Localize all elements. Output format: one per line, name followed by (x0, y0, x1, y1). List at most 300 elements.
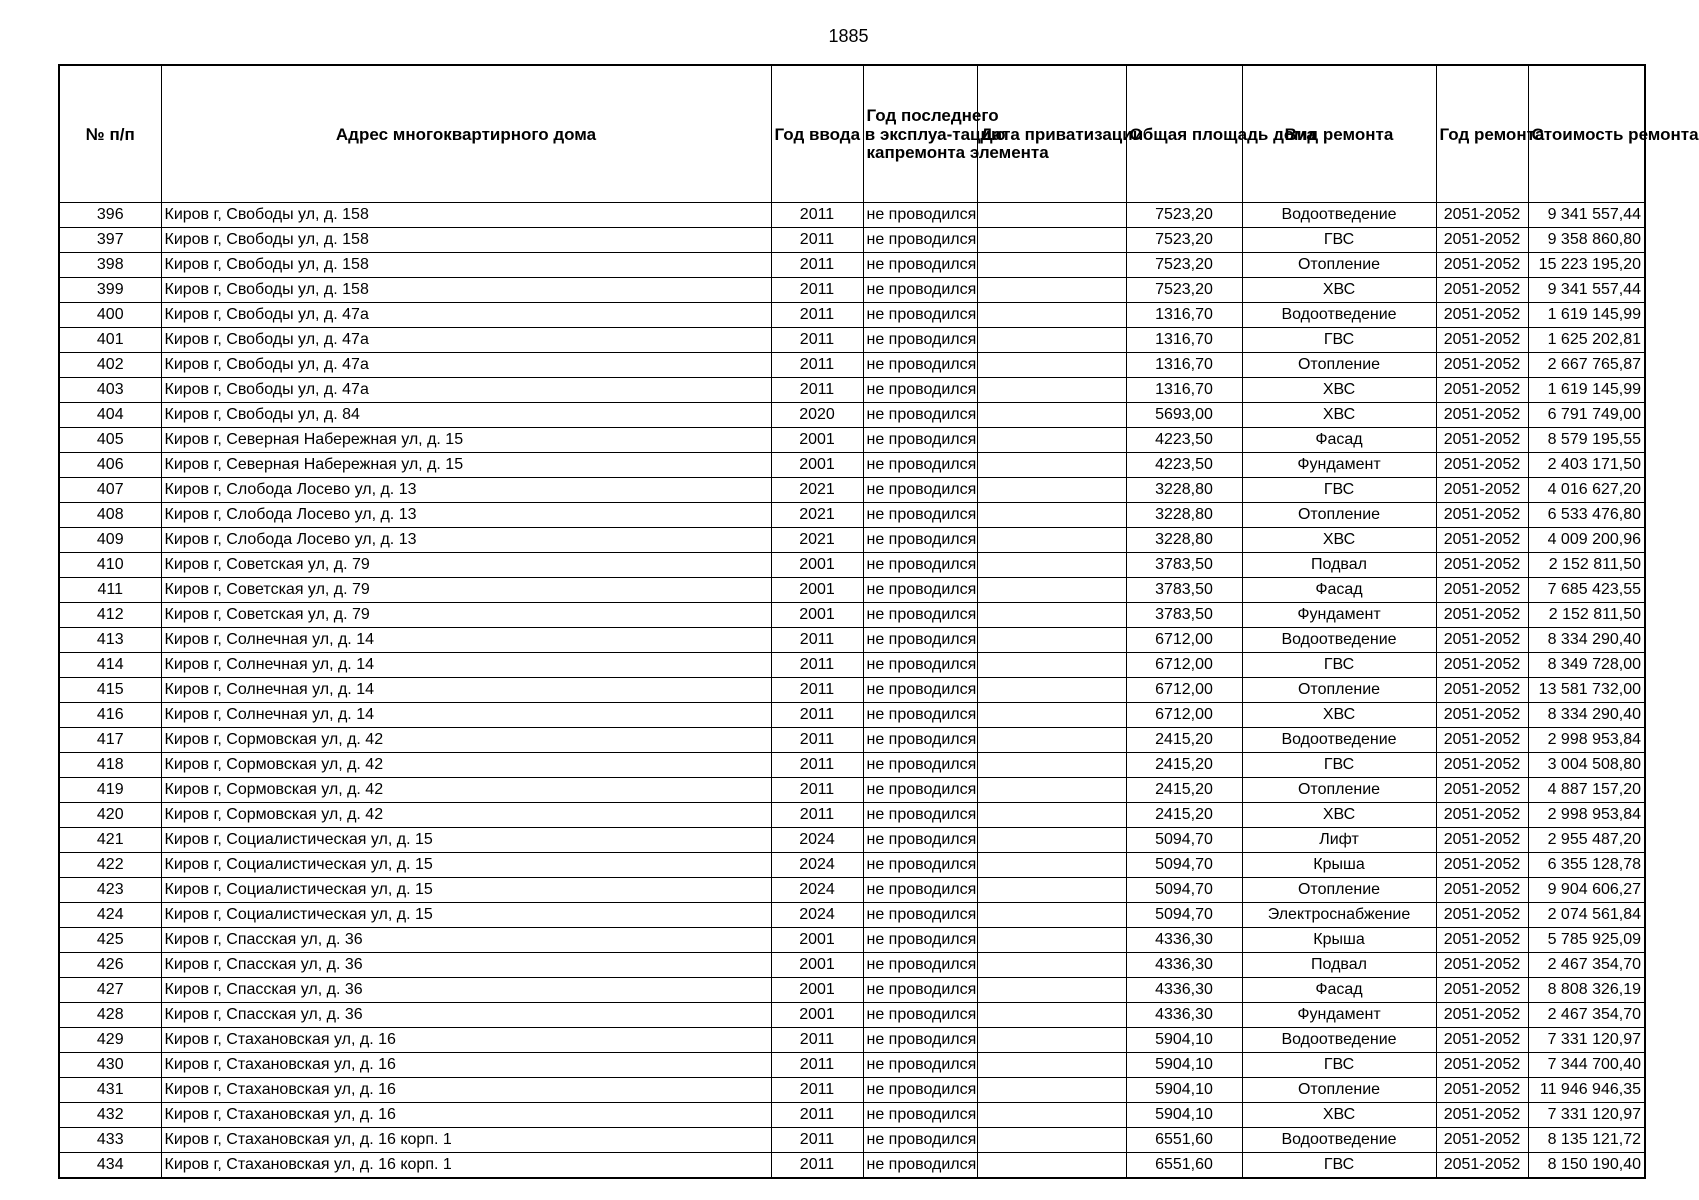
cell-repair-year: 2051-2052 (1436, 878, 1528, 903)
table-row (59, 978, 1645, 1003)
cell-repair-type: Отопление (1242, 353, 1436, 378)
cell-repair-year: 2051-2052 (1436, 478, 1528, 503)
cell-area: 4336,30 (1126, 928, 1242, 953)
cell-last-repair: не проводился (863, 578, 977, 603)
cell-cost: 2 467 354,70 (1528, 1003, 1645, 1028)
cell-area: 6551,60 (1126, 1153, 1242, 1179)
cell-privatization (977, 528, 1126, 553)
cell-repair-year: 2051-2052 (1436, 303, 1528, 328)
cell-privatization (977, 378, 1126, 403)
cell-area: 5693,00 (1126, 403, 1242, 428)
cell-cost: 2 955 487,20 (1528, 828, 1645, 853)
cell-repair-year: 2051-2052 (1436, 328, 1528, 353)
cell-last-repair: не проводился (863, 753, 977, 778)
table-row (59, 228, 1645, 253)
cell-privatization (977, 278, 1126, 303)
header-address: Адрес многоквартирного дома (161, 65, 771, 203)
table-row (59, 678, 1645, 703)
cell-num: 423 (59, 878, 161, 903)
cell-repair-year: 2051-2052 (1436, 778, 1528, 803)
cell-last-repair: не проводился (863, 978, 977, 1003)
cell-repair-year: 2051-2052 (1436, 1028, 1528, 1053)
cell-num: 414 (59, 653, 161, 678)
cell-repair-year: 2051-2052 (1436, 453, 1528, 478)
cell-address: Киров г, Сормовская ул, д. 42 (161, 778, 771, 803)
cell-cost: 8 334 290,40 (1528, 703, 1645, 728)
cell-address: Киров г, Советская ул, д. 79 (161, 603, 771, 628)
cell-privatization (977, 203, 1126, 228)
cell-repair-year: 2051-2052 (1436, 253, 1528, 278)
cell-cost: 9 904 606,27 (1528, 878, 1645, 903)
cell-repair-year: 2051-2052 (1436, 1153, 1528, 1179)
cell-year: 2011 (771, 1078, 863, 1103)
cell-address: Киров г, Слобода Лосево ул, д. 13 (161, 478, 771, 503)
cell-cost: 9 341 557,44 (1528, 203, 1645, 228)
table-row (59, 553, 1645, 578)
cell-repair-type: Водоотведение (1242, 1128, 1436, 1153)
cell-repair-year: 2051-2052 (1436, 853, 1528, 878)
cell-last-repair: не проводился (863, 678, 977, 703)
cell-privatization (977, 603, 1126, 628)
cell-repair-type: Фасад (1242, 428, 1436, 453)
cell-year: 2011 (771, 303, 863, 328)
cell-repair-year: 2051-2052 (1436, 1003, 1528, 1028)
cell-cost: 15 223 195,20 (1528, 253, 1645, 278)
cell-last-repair: не проводился (863, 1003, 977, 1028)
cell-area: 6712,00 (1126, 628, 1242, 653)
table-row (59, 728, 1645, 753)
cell-repair-year: 2051-2052 (1436, 703, 1528, 728)
table-row (59, 828, 1645, 853)
table-row (59, 803, 1645, 828)
cell-last-repair: не проводился (863, 378, 977, 403)
cell-address: Киров г, Стахановская ул, д. 16 (161, 1103, 771, 1128)
cell-privatization (977, 578, 1126, 603)
cell-privatization (977, 728, 1126, 753)
cell-last-repair: не проводился (863, 828, 977, 853)
cell-last-repair: не проводился (863, 853, 977, 878)
cell-area: 7523,20 (1126, 253, 1242, 278)
cell-year: 2011 (771, 1028, 863, 1053)
cell-area: 6712,00 (1126, 653, 1242, 678)
cell-repair-year: 2051-2052 (1436, 203, 1528, 228)
cell-num: 409 (59, 528, 161, 553)
table-row (59, 403, 1645, 428)
cell-year: 2024 (771, 853, 863, 878)
cell-repair-type: Водоотведение (1242, 203, 1436, 228)
cell-address: Киров г, Свободы ул, д. 47а (161, 328, 771, 353)
cell-privatization (977, 853, 1126, 878)
cell-privatization (977, 1153, 1126, 1179)
cell-cost: 9 358 860,80 (1528, 228, 1645, 253)
cell-year: 2011 (771, 753, 863, 778)
cell-privatization (977, 403, 1126, 428)
cell-area: 6712,00 (1126, 678, 1242, 703)
repair-table (58, 64, 1699, 1179)
cell-area: 4336,30 (1126, 953, 1242, 978)
cell-area: 5094,70 (1126, 903, 1242, 928)
cell-year: 2011 (771, 728, 863, 753)
cell-repair-type: Отопление (1242, 1078, 1436, 1103)
cell-repair-year: 2051-2052 (1436, 1103, 1528, 1128)
cell-cost: 7 331 120,97 (1528, 1028, 1645, 1053)
cell-repair-year: 2051-2052 (1436, 578, 1528, 603)
cell-repair-type: ГВС (1242, 1053, 1436, 1078)
cell-repair-year: 2051-2052 (1436, 378, 1528, 403)
cell-last-repair: не проводился (863, 328, 977, 353)
cell-year: 2024 (771, 903, 863, 928)
cell-cost: 2 998 953,84 (1528, 803, 1645, 828)
cell-privatization (977, 928, 1126, 953)
cell-repair-type: Водоотведение (1242, 1028, 1436, 1053)
cell-address: Киров г, Спасская ул, д. 36 (161, 928, 771, 953)
cell-area: 6551,60 (1126, 1128, 1242, 1153)
cell-area: 4223,50 (1126, 428, 1242, 453)
table-row (59, 353, 1645, 378)
cell-address: Киров г, Советская ул, д. 79 (161, 578, 771, 603)
cell-cost: 4 016 627,20 (1528, 478, 1645, 503)
cell-area: 4336,30 (1126, 1003, 1242, 1028)
cell-area: 2415,20 (1126, 778, 1242, 803)
cell-repair-type: Водоотведение (1242, 303, 1436, 328)
cell-num: 399 (59, 278, 161, 303)
cell-last-repair: не проводился (863, 528, 977, 553)
cell-last-repair: не проводился (863, 278, 977, 303)
cell-num: 401 (59, 328, 161, 353)
cell-cost: 1 619 145,99 (1528, 303, 1645, 328)
cell-last-repair: не проводился (863, 428, 977, 453)
cell-num: 418 (59, 753, 161, 778)
cell-area: 3783,50 (1126, 578, 1242, 603)
cell-year: 2001 (771, 453, 863, 478)
cell-num: 400 (59, 303, 161, 328)
cell-cost: 1 619 145,99 (1528, 378, 1645, 403)
cell-last-repair: не проводился (863, 903, 977, 928)
cell-cost: 8 579 195,55 (1528, 428, 1645, 453)
table-header (59, 65, 1699, 203)
cell-repair-year: 2051-2052 (1436, 428, 1528, 453)
cell-repair-type: ХВС (1242, 278, 1436, 303)
cell-year: 2001 (771, 578, 863, 603)
table-row (59, 853, 1645, 878)
cell-address: Киров г, Стахановская ул, д. 16 (161, 1028, 771, 1053)
cell-area: 3228,80 (1126, 478, 1242, 503)
cell-repair-year: 2051-2052 (1436, 928, 1528, 953)
table-row (59, 203, 1645, 228)
cell-area: 5094,70 (1126, 828, 1242, 853)
cell-repair-year: 2051-2052 (1436, 628, 1528, 653)
cell-last-repair: не проводился (863, 553, 977, 578)
table-row (59, 1078, 1645, 1103)
cell-cost: 8 334 290,40 (1528, 628, 1645, 653)
cell-cost: 2 467 354,70 (1528, 953, 1645, 978)
cell-last-repair: не проводился (863, 878, 977, 903)
cell-repair-type: ХВС (1242, 1103, 1436, 1128)
table-row (59, 953, 1645, 978)
cell-last-repair: не проводился (863, 603, 977, 628)
cell-cost: 6 533 476,80 (1528, 503, 1645, 528)
cell-address: Киров г, Свободы ул, д. 158 (161, 203, 771, 228)
cell-cost: 5 785 925,09 (1528, 928, 1645, 953)
cell-area: 7523,20 (1126, 278, 1242, 303)
table-row (59, 1003, 1645, 1028)
cell-privatization (977, 803, 1126, 828)
cell-year: 2021 (771, 528, 863, 553)
cell-num: 420 (59, 803, 161, 828)
cell-area: 3783,50 (1126, 603, 1242, 628)
cell-num: 406 (59, 453, 161, 478)
cell-address: Киров г, Свободы ул, д. 158 (161, 228, 771, 253)
cell-privatization (977, 1128, 1126, 1153)
cell-cost: 8 808 326,19 (1528, 978, 1645, 1003)
cell-cost: 11 946 946,35 (1528, 1078, 1645, 1103)
cell-repair-type: ГВС (1242, 228, 1436, 253)
cell-repair-year: 2051-2052 (1436, 528, 1528, 553)
cell-repair-type: Подвал (1242, 953, 1436, 978)
cell-last-repair: не проводился (863, 403, 977, 428)
cell-last-repair: не проводился (863, 628, 977, 653)
cell-repair-type: Лифт (1242, 828, 1436, 853)
page-number: 1885 (828, 26, 869, 46)
cell-privatization (977, 228, 1126, 253)
cell-repair-year: 2051-2052 (1436, 903, 1528, 928)
cell-repair-type: ГВС (1242, 328, 1436, 353)
cell-address: Киров г, Стахановская ул, д. 16 (161, 1053, 771, 1078)
cell-address: Киров г, Северная Набережная ул, д. 15 (161, 453, 771, 478)
cell-last-repair: не проводился (863, 1103, 977, 1128)
cell-address: Киров г, Солнечная ул, д. 14 (161, 678, 771, 703)
cell-cost: 9 341 557,44 (1528, 278, 1645, 303)
header-cost: Стоимость ремонта (1528, 65, 1645, 203)
cell-address: Киров г, Свободы ул, д. 47а (161, 378, 771, 403)
table-row (59, 428, 1645, 453)
cell-year: 2011 (771, 328, 863, 353)
table-row (59, 303, 1645, 328)
cell-repair-type: Фундамент (1242, 453, 1436, 478)
cell-cost: 2 152 811,50 (1528, 603, 1645, 628)
table-row (59, 1128, 1645, 1153)
cell-last-repair: не проводился (863, 703, 977, 728)
cell-cost: 7 685 423,55 (1528, 578, 1645, 603)
cell-area: 3228,80 (1126, 528, 1242, 553)
table-row (59, 928, 1645, 953)
cell-address: Киров г, Солнечная ул, д. 14 (161, 653, 771, 678)
cell-num: 424 (59, 903, 161, 928)
cell-year: 2011 (771, 628, 863, 653)
cell-area: 7523,20 (1126, 228, 1242, 253)
cell-last-repair: не проводился (863, 953, 977, 978)
cell-address: Киров г, Свободы ул, д. 84 (161, 403, 771, 428)
cell-num: 398 (59, 253, 161, 278)
header-privatization: Дата приватизации (977, 65, 1126, 203)
cell-repair-year: 2051-2052 (1436, 1128, 1528, 1153)
cell-privatization (977, 753, 1126, 778)
cell-cost: 2 074 561,84 (1528, 903, 1645, 928)
cell-repair-type: Отопление (1242, 678, 1436, 703)
cell-last-repair: не проводился (863, 1128, 977, 1153)
cell-address: Киров г, Стахановская ул, д. 16 корп. 1 (161, 1128, 771, 1153)
cell-repair-year: 2051-2052 (1436, 1053, 1528, 1078)
cell-num: 408 (59, 503, 161, 528)
cell-year: 2011 (771, 253, 863, 278)
cell-address: Киров г, Северная Набережная ул, д. 15 (161, 428, 771, 453)
cell-last-repair: не проводился (863, 1153, 977, 1179)
header-last-repair-top: Год последнего (866, 106, 999, 125)
cell-year: 2021 (771, 478, 863, 503)
cell-year: 2011 (771, 1103, 863, 1128)
cell-privatization (977, 828, 1126, 853)
cell-repair-type: ГВС (1242, 478, 1436, 503)
cell-address: Киров г, Свободы ул, д. 47а (161, 353, 771, 378)
cell-last-repair: не проводился (863, 1028, 977, 1053)
cell-repair-type: Отопление (1242, 503, 1436, 528)
cell-year: 2011 (771, 653, 863, 678)
cell-repair-type: Фасад (1242, 578, 1436, 603)
cell-year: 2001 (771, 928, 863, 953)
cell-year: 2001 (771, 428, 863, 453)
cell-privatization (977, 778, 1126, 803)
cell-num: 415 (59, 678, 161, 703)
cell-last-repair: не проводился (863, 453, 977, 478)
table-row (59, 1153, 1645, 1179)
cell-area: 2415,20 (1126, 753, 1242, 778)
cell-area: 5094,70 (1126, 853, 1242, 878)
header-area: Общая площадь дома (1126, 65, 1242, 203)
table-row (59, 503, 1645, 528)
header-repair-year: Год ремонта (1436, 65, 1528, 203)
cell-area: 4336,30 (1126, 978, 1242, 1003)
cell-repair-type: Фасад (1242, 978, 1436, 1003)
cell-last-repair: не проводился (863, 1078, 977, 1103)
header-last-repair-bottom: капремонта элемента (866, 143, 1049, 162)
cell-year: 2020 (771, 403, 863, 428)
table-body (59, 203, 1645, 1179)
cell-repair-year: 2051-2052 (1436, 953, 1528, 978)
cell-address: Киров г, Слобода Лосево ул, д. 13 (161, 528, 771, 553)
cell-cost: 8 150 190,40 (1528, 1153, 1645, 1179)
cell-year: 2021 (771, 503, 863, 528)
cell-privatization (977, 1078, 1126, 1103)
cell-address: Киров г, Слобода Лосево ул, д. 13 (161, 503, 771, 528)
cell-area: 3228,80 (1126, 503, 1242, 528)
cell-privatization (977, 478, 1126, 503)
cell-repair-year: 2051-2052 (1436, 728, 1528, 753)
cell-repair-year: 2051-2052 (1436, 753, 1528, 778)
cell-repair-type: ГВС (1242, 753, 1436, 778)
table-row (59, 278, 1645, 303)
cell-repair-year: 2051-2052 (1436, 503, 1528, 528)
cell-address: Киров г, Сормовская ул, д. 42 (161, 753, 771, 778)
cell-cost: 2 998 953,84 (1528, 728, 1645, 753)
cell-area: 2415,20 (1126, 803, 1242, 828)
cell-address: Киров г, Солнечная ул, д. 14 (161, 703, 771, 728)
table-row (59, 1103, 1645, 1128)
cell-num: 411 (59, 578, 161, 603)
cell-num: 410 (59, 553, 161, 578)
cell-repair-year: 2051-2052 (1436, 603, 1528, 628)
cell-num: 397 (59, 228, 161, 253)
cell-num: 425 (59, 928, 161, 953)
cell-area: 2415,20 (1126, 728, 1242, 753)
cell-num: 396 (59, 203, 161, 228)
cell-privatization (977, 253, 1126, 278)
cell-year: 2001 (771, 978, 863, 1003)
table-row (59, 703, 1645, 728)
cell-cost: 7 344 700,40 (1528, 1053, 1645, 1078)
table-row (59, 753, 1645, 778)
cell-last-repair: не проводился (863, 928, 977, 953)
cell-address: Киров г, Свободы ул, д. 47а (161, 303, 771, 328)
cell-repair-type: ХВС (1242, 403, 1436, 428)
cell-cost: 13 581 732,00 (1528, 678, 1645, 703)
cell-area: 3783,50 (1126, 553, 1242, 578)
cell-address: Киров г, Стахановская ул, д. 16 корп. 1 (161, 1153, 771, 1179)
cell-num: 413 (59, 628, 161, 653)
cell-num: 404 (59, 403, 161, 428)
cell-num: 432 (59, 1103, 161, 1128)
cell-num: 422 (59, 853, 161, 878)
cell-area: 1316,70 (1126, 378, 1242, 403)
cell-num: 417 (59, 728, 161, 753)
cell-privatization (977, 1053, 1126, 1078)
cell-privatization (977, 303, 1126, 328)
cell-repair-year: 2051-2052 (1436, 228, 1528, 253)
cell-num: 430 (59, 1053, 161, 1078)
cell-last-repair: не проводился (863, 653, 977, 678)
cell-address: Киров г, Социалистическая ул, д. 15 (161, 878, 771, 903)
cell-area: 1316,70 (1126, 303, 1242, 328)
cell-num: 412 (59, 603, 161, 628)
cell-repair-type: ГВС (1242, 653, 1436, 678)
cell-address: Киров г, Свободы ул, д. 158 (161, 253, 771, 278)
cell-num: 421 (59, 828, 161, 853)
cell-address: Киров г, Сормовская ул, д. 42 (161, 803, 771, 828)
cell-area: 7523,20 (1126, 203, 1242, 228)
cell-last-repair: не проводился (863, 803, 977, 828)
cell-area: 5904,10 (1126, 1078, 1242, 1103)
cell-last-repair: не проводился (863, 728, 977, 753)
table-row (59, 653, 1645, 678)
cell-num: 403 (59, 378, 161, 403)
cell-num: 433 (59, 1128, 161, 1153)
cell-address: Киров г, Социалистическая ул, д. 15 (161, 828, 771, 853)
cell-privatization (977, 328, 1126, 353)
cell-year: 2011 (771, 1153, 863, 1179)
cell-area: 5904,10 (1126, 1103, 1242, 1128)
cell-num: 429 (59, 1028, 161, 1053)
cell-num: 428 (59, 1003, 161, 1028)
table-row (59, 1053, 1645, 1078)
cell-privatization (977, 553, 1126, 578)
cell-address: Киров г, Свободы ул, д. 158 (161, 278, 771, 303)
cell-cost: 6 355 128,78 (1528, 853, 1645, 878)
cell-privatization (977, 1103, 1126, 1128)
cell-year: 2011 (771, 378, 863, 403)
cell-cost: 7 331 120,97 (1528, 1103, 1645, 1128)
cell-num: 427 (59, 978, 161, 1003)
cell-year: 2011 (771, 278, 863, 303)
cell-year: 2011 (771, 1128, 863, 1153)
cell-last-repair: не проводился (863, 503, 977, 528)
cell-year: 2024 (771, 828, 863, 853)
cell-repair-type: Отопление (1242, 253, 1436, 278)
cell-last-repair: не проводился (863, 778, 977, 803)
cell-privatization (977, 953, 1126, 978)
cell-year: 2001 (771, 1003, 863, 1028)
table-row (59, 328, 1645, 353)
cell-cost: 2 403 171,50 (1528, 453, 1645, 478)
cell-repair-year: 2051-2052 (1436, 978, 1528, 1003)
